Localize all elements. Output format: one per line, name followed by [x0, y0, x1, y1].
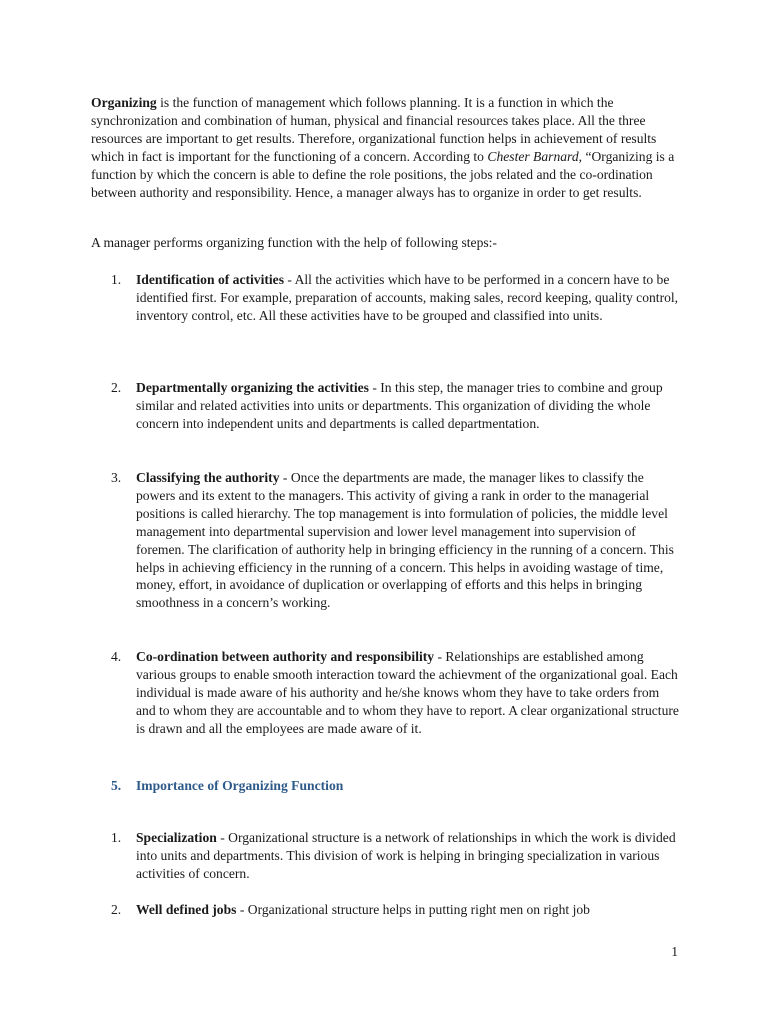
step-title: Departmentally organizing the activities — [136, 380, 369, 395]
intro-text-2: , “Organizing is a function by which the concern is able to define the role positions, the jobs related and the co-ordination between authority and responsibility. Hence, a manager always has to organize in order to get results. — [91, 148, 675, 200]
step-title: Co-ordination between authority and responsibility — [136, 649, 435, 664]
importance-item-2 — [91, 901, 679, 919]
page-number: 1 — [671, 944, 678, 959]
importance-title: Specialization — [136, 830, 217, 845]
intro-author: Chester Barnard — [487, 148, 579, 164]
step-title: Identification of activities — [136, 272, 284, 287]
step-number: 3. — [111, 470, 122, 485]
intro-paragraph — [91, 94, 679, 201]
step-item-1 — [91, 271, 679, 325]
step-text: - In this step, the manager tries to combine and group similar and related activities into units or departments. This organization of dividing the whole concern into independent units and departments is called departmentation. — [136, 380, 663, 431]
importance-item-1 — [91, 829, 679, 883]
importance-text: - Organizational structure is a network of relationships in which the work is divided into units and departments. This division of work is helping in bringing specialization in various activities of concern. — [136, 830, 676, 881]
importance-text: - Organizational structure helps in putting right men on right job — [236, 902, 590, 917]
step-number: 1. — [111, 272, 122, 287]
step-number: 2. — [111, 380, 122, 395]
step-item-4 — [91, 648, 679, 738]
step-number: 4. — [111, 649, 122, 664]
importance-title: Well defined jobs — [136, 902, 237, 917]
importance-number: 2. — [111, 902, 122, 917]
step-text: - All the activities which have to be performed in a concern have to be identified first. For example, preparation of accounts, making sales, record keeping, quality control, inventory control, etc. All these activities have to be grouped and classified into units. — [136, 272, 679, 323]
section-heading — [91, 777, 679, 795]
section-heading-number: 5. — [111, 778, 122, 793]
step-title: Classifying the authority — [136, 470, 280, 485]
step-text: - Once the departments are made, the manager likes to classify the powers and its extent to the managers. This activity of giving a rank in order to the managerial positions is called hierarchy. The top management is into formulation of policies, the middle level management into departmental supervision and lower level management into supervision of foremen. The clarification of authority help in bringing efficiency in the running of a concern. This helps in achieving efficiency in the running of a concern. This helps in avoiding wastage of time, money, effort, in avoidance of duplication or overlapping of efforts and this helps in bringing smoothness in a concern’s working. — [136, 470, 674, 611]
intro-term: Organizing — [91, 95, 157, 110]
section-heading-title: Importance of Organizing Function — [136, 778, 344, 793]
steps-intro: A manager performs organizing function with the help of following steps:- — [91, 235, 497, 250]
importance-number: 1. — [111, 830, 122, 845]
intro-text-1: is the function of management which follows planning. It is a function in which the synchronization and combination of human, physical and financial resources takes place. All the three resources are important to get results. Therefore, organizational function helps in achievement of results which in fact is important for the functioning of a concern. According to — [91, 95, 657, 164]
step-item-2 — [91, 379, 679, 433]
step-text: - Relationships are established among various groups to enable smooth interaction toward the achievment of the organizational goal. Each individual is made aware of his authority and he/she knows whom they have to take orders from and to whom they are accountable and to whom they have to report. A clear organizational structure is drawn and all the employees are made aware of it. — [136, 649, 679, 736]
step-item-3 — [91, 469, 679, 612]
